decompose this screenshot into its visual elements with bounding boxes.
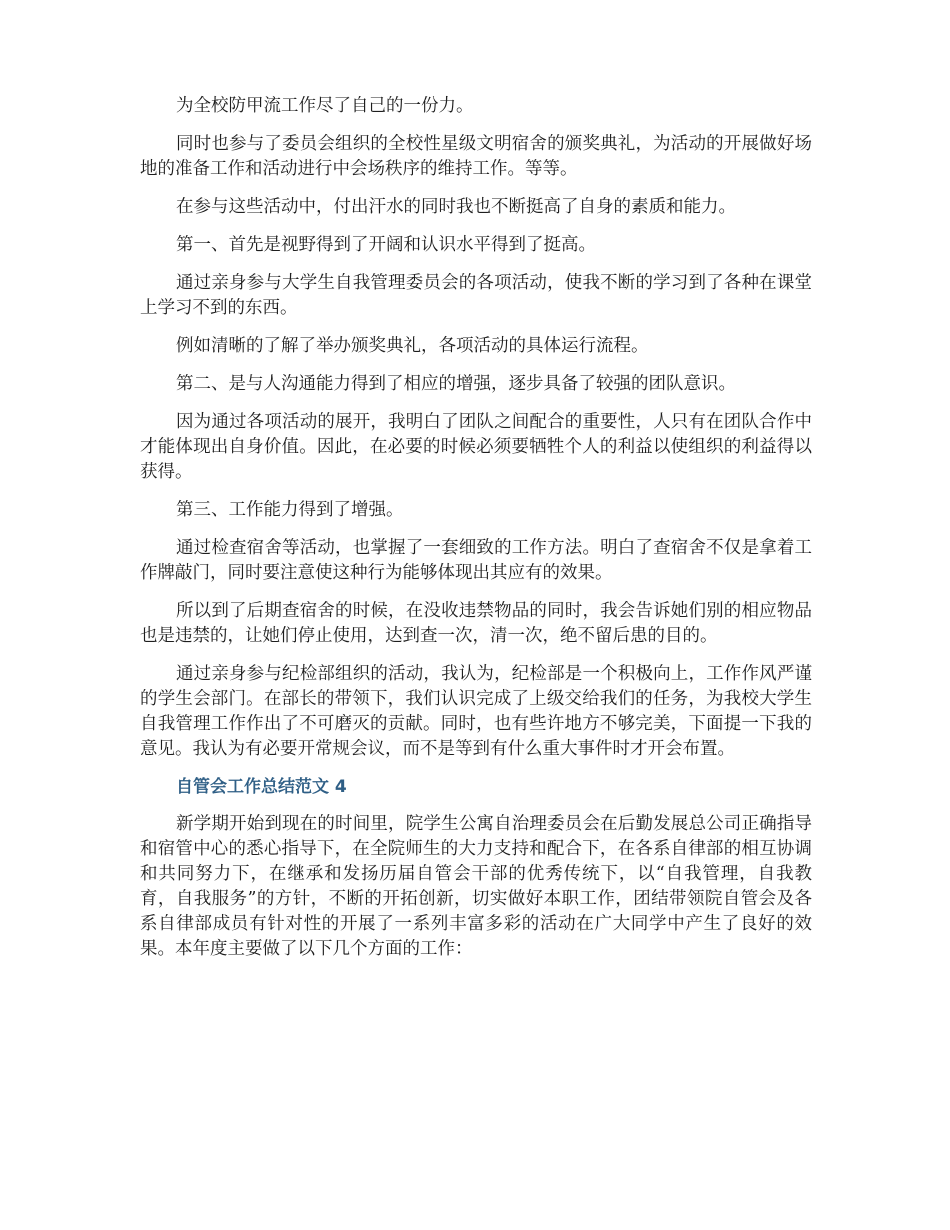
paragraph: 第一、首先是视野得到了开阔和认识水平得到了挺高。 <box>176 235 596 255</box>
paragraph: 因为通过各项活动的展开，我明白了团队之间配合的重要性，人只有在团队合作中才能体现出自身价值。因此，在必要的时候必须要牺牲个人的利益以使组织的利益得以获得。 <box>140 412 812 482</box>
paragraph: 通过检查宿舍等活动，也掌握了一套细致的工作方法。明白了查宿舍不仅是拿着工作牌敲门，同时要注意使这种行为能够体现出其应有的效果。 <box>140 538 812 583</box>
paragraph: 在参与这些活动中，付出汗水的同时我也不断挺高了自身的素质和能力。 <box>176 197 736 217</box>
paragraph: 所以到了后期查宿舍的时候，在没收违禁物品的同时，我会告诉她们别的相应物品也是违禁的，让她们停止使用，达到查一次，清一次，绝不留后患的目的。 <box>140 601 812 646</box>
paragraph: 例如清晰的了解了举办颁奖典礼，各项活动的具体运行流程。 <box>176 336 649 356</box>
document-page <box>140 94 812 975</box>
paragraph: 同时也参与了委员会组织的全校性星级文明宿舍的颁奖典礼，为活动的开展做好场地的准备工作和活动进行中会场秩序的维持工作。等等。 <box>140 134 812 179</box>
paragraph: 第三、工作能力得到了增强。 <box>176 500 404 520</box>
paragraph: 新学期开始到现在的时间里，院学生公寓自治理委员会在后勤发展总公司正确指导和宿管中心的悉心指导下，在全院师生的大力支持和配合下，在各系自律部的相互协调和共同努力下，在继承和发扬历届自管会干部的优秀传统下，以“自我管理，自我教育，自我服务”的方针，不断的开拓创新，切实做好本职工作，团结带领院自管会及各系自律部成员有针对性的开展了一系列丰富多彩的活动在广大同学中产生了良好的效果。本年度主要做了以下几个方面的工作： <box>140 814 812 959</box>
section-heading: 自管会工作总结范文 4 <box>176 777 347 797</box>
paragraph: 通过亲身参与纪检部组织的活动，我认为，纪检部是一个积极向上，工作作风严谨的学生会部门。在部长的带领下，我们认识完成了上级交给我们的任务，为我校大学生自我管理工作作出了不可磨灭的贡献。同时，也有些许地方不够完美，下面提一下我的意见。我认为有必要开常规会议，而不是等到有什么重大事件时才开会布置。 <box>140 664 812 759</box>
paragraph: 通过亲身参与大学生自我管理委员会的各项活动，使我不断的学习到了各种在课堂上学习不到的东西。 <box>140 273 812 318</box>
paragraph: 第二、是与人沟通能力得到了相应的增强，逐步具备了较强的团队意识。 <box>176 374 736 394</box>
paragraph: 为全校防甲流工作尽了自己的一份力。 <box>176 96 474 116</box>
